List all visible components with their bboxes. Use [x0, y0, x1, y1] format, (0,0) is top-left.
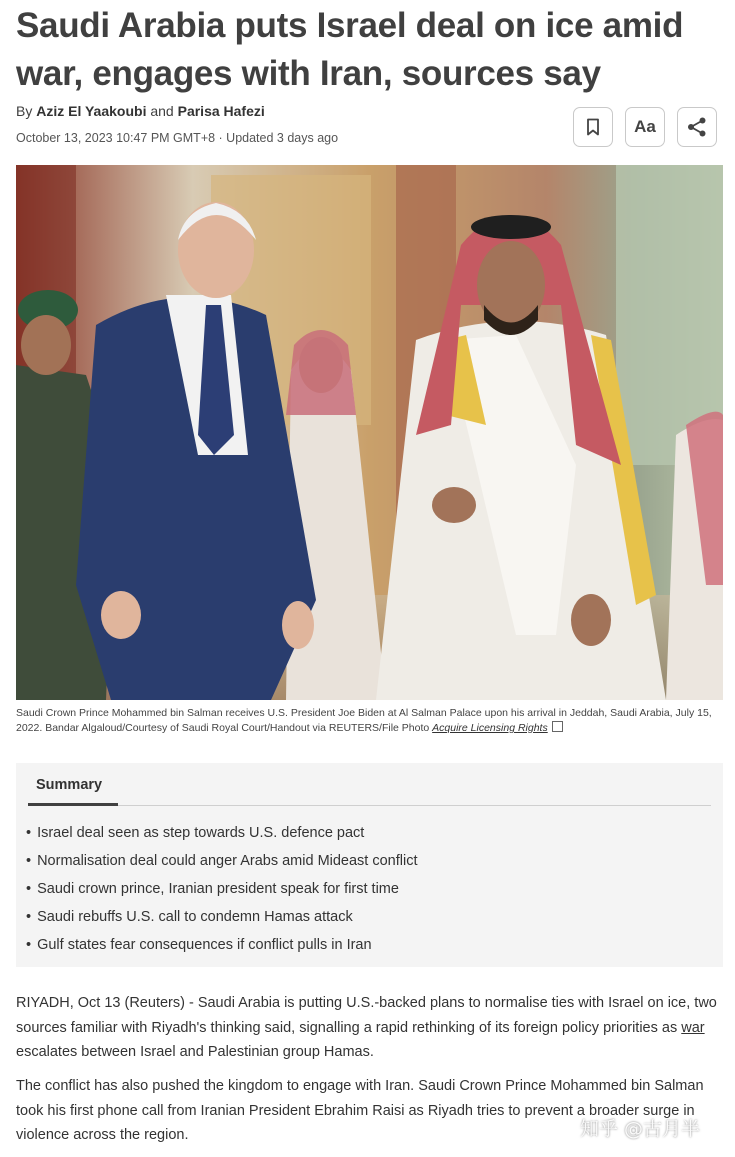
summary-item: • Saudi crown prince, Iranian president speak for first time	[26, 875, 418, 903]
paragraph-text: RIYADH, Oct 13 (Reuters) - Saudi Arabia is putting U.S.-backed plans to normalise ties with Israel on ice, two sources familiar with Riyadh's thinking said, signalling a rapid rethinking of its foreign policy priorities as	[16, 995, 717, 1036]
author-link[interactable]: Parisa Hafezi	[177, 103, 265, 119]
bookmark-icon	[586, 118, 600, 136]
summary-item: • Gulf states fear consequences if conflict pulls in Iran	[26, 931, 418, 959]
byline-prefix: By	[16, 103, 33, 119]
war-link[interactable]: war	[681, 1019, 705, 1036]
publish-date: October 13, 2023 10:47 PM GMT+8 · Updated 3 days ago	[16, 131, 339, 145]
share-button[interactable]	[677, 107, 717, 147]
summary-box	[16, 763, 723, 967]
photo-caption	[16, 706, 716, 736]
summary-divider	[28, 805, 711, 806]
byline	[16, 103, 265, 119]
body-paragraph: The conflict has also pushed the kingdom to engage with Iran. Saudi Crown Prince Mohammed bin Salman took his first phone call from Iranian President Ebrahim Raisi as Riyadh tries to prevent a broader surge in violence across the region.	[16, 1078, 704, 1143]
caption-text: Saudi Crown Prince Mohammed bin Salman receives U.S. President Joe Biden at Al Salman Palace upon his arrival in Jeddah, Saudi Arabia, July 15, 2022. Bandar Algaloud/Courtesy of Saudi Royal Court/Handout via REUTERS/File Photo	[16, 707, 712, 734]
body-paragraph	[16, 991, 728, 1065]
author-link[interactable]: Aziz El Yaakoubi	[36, 103, 147, 119]
byline-joiner: and	[150, 103, 174, 119]
text-size-button[interactable]: Aa	[625, 107, 665, 147]
summary-item: • Normalisation deal could anger Arabs amid Mideast conflict	[26, 847, 418, 875]
summary-title: Summary	[36, 777, 103, 793]
summary-item: • Saudi rebuffs U.S. call to condemn Hamas attack	[26, 903, 418, 931]
lead-photo	[16, 165, 723, 700]
external-link-icon	[552, 721, 563, 732]
summary-list	[26, 819, 418, 959]
summary-item: • Israel deal seen as step towards U.S. defence pact	[26, 819, 418, 847]
licensing-link[interactable]: Acquire Licensing Rights	[432, 722, 548, 734]
bookmark-button[interactable]	[573, 107, 613, 147]
article-tools	[573, 107, 717, 147]
watermark: 知乎 @古月半	[580, 1118, 701, 1140]
article-headline: Saudi Arabia puts Israel deal on ice amid war, engages with Iran, sources say	[16, 6, 684, 93]
summary-tab-indicator	[28, 803, 118, 806]
paragraph-text: escalates between Israel and Palestinian group Hamas.	[16, 1044, 374, 1060]
share-icon	[686, 116, 708, 138]
